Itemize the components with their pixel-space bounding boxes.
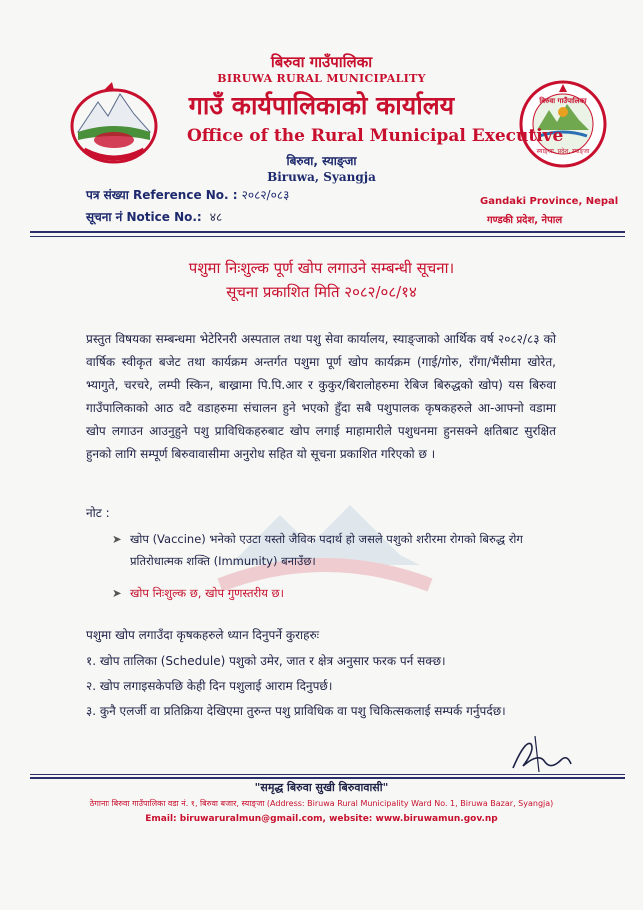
footer-motto: "समृद्ध बिरुवा सुखी बिरुवावासी" xyxy=(254,781,389,794)
tip-item: २. खोप लगाइसकेपछि केही दिन पशुलाई आराम दिनुपर्छ। xyxy=(86,679,333,693)
signature-icon xyxy=(505,732,575,776)
footer-address: ठेगानाः बिरुवा गाउँपालिका वडा नं. १, बिरुवा बजार, स्याङ्जा (Address: Biruwa Rural Municipality Ward No. 1, Biruwa Bazar, Syangja) xyxy=(89,799,554,808)
note-label: नोट : xyxy=(86,506,110,520)
notice-label: सूचना नं Notice No.: xyxy=(86,210,202,224)
note-bullet xyxy=(112,582,562,604)
arrow-bullet-icon: ➤ xyxy=(112,532,122,546)
notice-value: ४८ xyxy=(209,210,223,224)
address-np: बिरुवा, स्याङ्जा xyxy=(286,154,357,168)
note-bullet-text: खोप निःशुल्क छ, खोप गुणस्तरीय छ। xyxy=(130,586,284,600)
header-divider-thin xyxy=(30,236,625,237)
note-bullet xyxy=(112,528,562,572)
footer-divider xyxy=(30,774,625,775)
municipality-name-en: BIRUWA RURAL MUNICIPALITY xyxy=(217,72,426,85)
province-en: Gandaki Province, Nepal xyxy=(480,196,619,207)
header-divider xyxy=(30,231,625,233)
note-bullet-text: खोप (Vaccine) भनेको एउटा यस्तो जैविक पदार्थ हो जसले पशुको शरीरमा रोगको बिरुद्ध रोग प्रतिरोधात्मक शक्ति (Immunity) बनाउँछ। xyxy=(130,532,523,568)
tip-item: १. खोप तालिका (Schedule) पशुको उमेर, जात र क्षेत्र अनुसार फरक पर्न सक्छ। xyxy=(86,654,446,668)
notice-number xyxy=(86,208,222,225)
notice-title: पशुमा निःशुल्क पूर्ण खोप लगाउने सम्बन्धी सूचना। xyxy=(188,259,455,277)
footer-contact: Email: biruwaruralmun@gmail.com, website: www.biruwamun.gov.np xyxy=(145,814,498,824)
arrow-bullet-icon: ➤ xyxy=(112,586,122,600)
reference-number xyxy=(86,186,289,203)
footer-divider-thick xyxy=(30,777,625,779)
municipality-name-np: बिरुवा गाउँपालिका xyxy=(270,53,373,71)
office-title-en: Office of the Rural Municipal Executive xyxy=(187,126,564,146)
province-np: गण्डकी प्रदेश, नेपाल xyxy=(487,215,563,226)
seal-text-top: बिरुवा गाउँपालिका xyxy=(539,97,587,105)
tips-heading: पशुमा खोप लगाउँदा कृषकहरुले ध्यान दिनुपर्ने कुराहरुः xyxy=(86,628,320,642)
tip-item: ३. कुनै एलर्जी वा प्रतिक्रिया देखिएमा तुरुन्त पशु प्राविधिक वा पशु चिकित्सकलाई सम्पर्क गर्नुपर्दछ। xyxy=(86,704,506,718)
seal-text-bottom: स्याङ्जा, प्रदेश, स्याङ्जा xyxy=(536,148,590,155)
address-en: Biruwa, Syangja xyxy=(267,170,376,184)
reference-value: २०८२/०८३ xyxy=(241,188,290,202)
reference-label: पत्र संख्या Reference No. : xyxy=(86,188,238,202)
body-paragraph: प्रस्तुत विषयका सम्बन्धमा भेटेरिनरी अस्पताल तथा पशु सेवा कार्यालय, स्याङ्जाको आर्थिक वर्ष २०८२/८३ को वार्षिक स्वीकृत बजेट तथा कार्यक्रम अन्तर्गत पशुमा पूर्ण खोप कार्यक्रम (गाई/गोरु, राँगा/भैंसीमा खोरेत, भ्यागुते, चरचरे, लम्पी स्किन, बाख्रामा पि.पि.आर र कुकुर/बिरालोहरुमा रेबिज बिरुद्धको खोप) यस बिरुवा गाउँपालिकाको आठ वटै वडाहरुमा संचालन हुने भएको हुँदा सबै पशुपालक कृषकहरुले आ-आफ्नो वडामा खोप लगाउन आउनुहुने पशु प्राविधिकहरुबाट खोप लगाई माहामारीले पशुधनमा हुनसक्ने क्षतिबाट सुरक्षित हुनको लागि सम्पूर्ण बिरुवावासीमा अनुरोध सहित यो सूचना प्रकाशित गरिएको छ । xyxy=(86,332,556,461)
notice-date: सूचना प्रकाशित मिति २०८२/०८/१४ xyxy=(226,283,417,301)
office-title-np: गाउँ कार्यपालिकाको कार्यालय xyxy=(188,91,455,120)
